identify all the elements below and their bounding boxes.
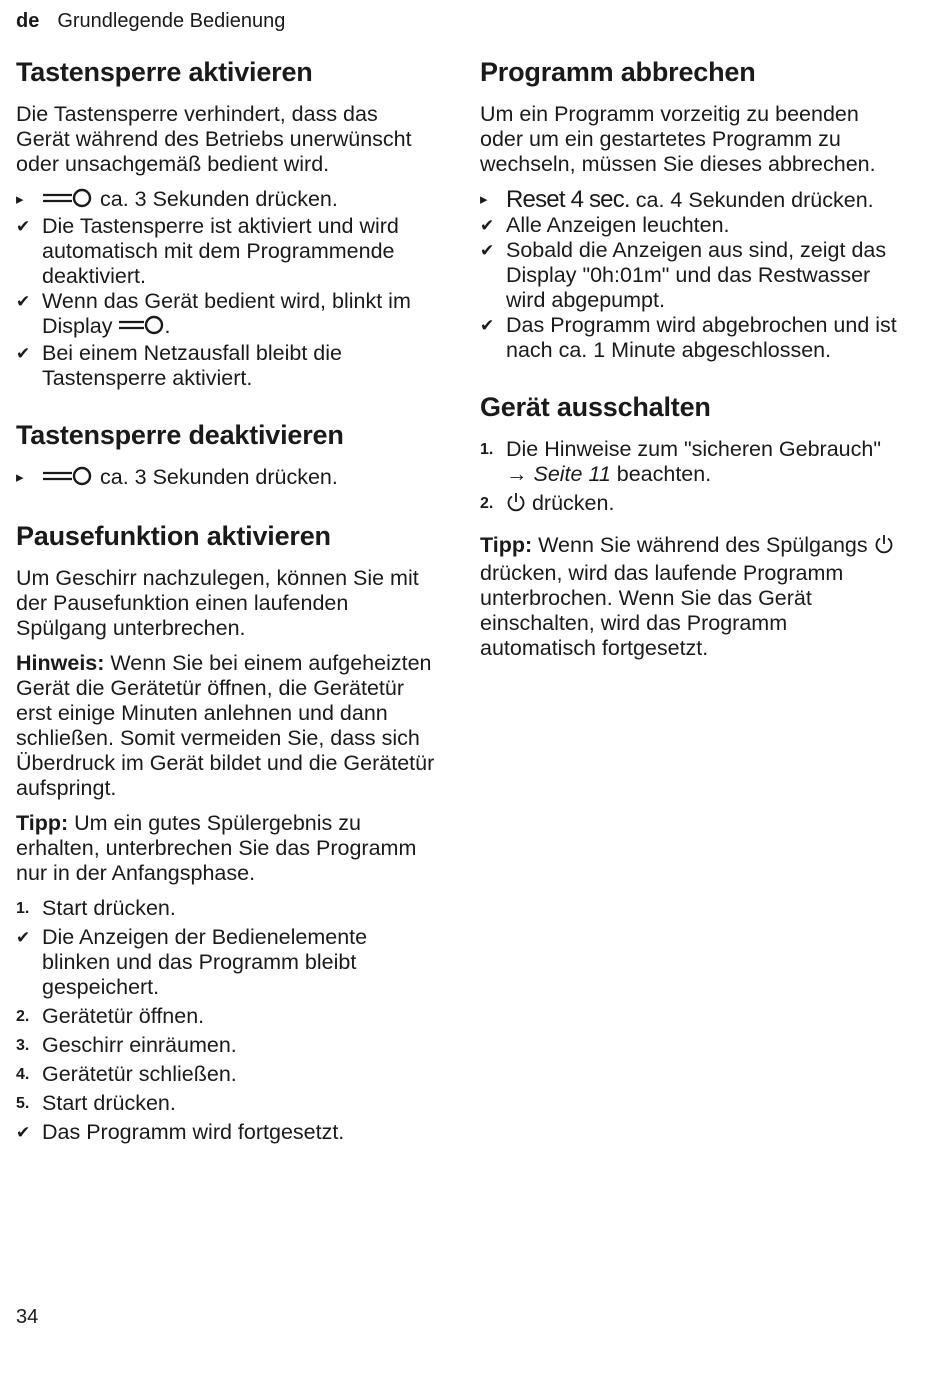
- check-icon: ✔: [16, 344, 31, 363]
- tip-text-end: drücken, wird das laufende Programm unterbrochen. Wenn Sie das Gerät einschalten, wird das Programm automatisch fortgesetzt.: [480, 561, 844, 660]
- step-number: 1.: [16, 900, 30, 917]
- numbered-step-list: [480, 437, 900, 519]
- key-lock-icon: [42, 188, 94, 214]
- power-icon: [506, 491, 526, 519]
- step-number: 4.: [16, 1066, 30, 1083]
- action-marker: ▸: [16, 191, 24, 208]
- step-list: [16, 187, 436, 391]
- result-step: [480, 313, 900, 363]
- result-step: [16, 341, 436, 391]
- intro-paragraph: Um Geschirr nachzulegen, können Sie mit der Pausefunktion einen laufenden Spülgang unterbrechen.: [16, 566, 419, 640]
- spacer: [480, 373, 900, 391]
- step-text: Die Hinweise zum "sicheren Gebrauch": [506, 437, 881, 461]
- check-icon: ✔: [16, 1123, 31, 1142]
- result-step: [16, 289, 436, 341]
- key-lock-icon: [118, 315, 164, 341]
- result-text: Die Anzeigen der Bedienelemente blinken und das Programm bleibt gespeichert.: [42, 925, 368, 999]
- tip-paragraph: [480, 533, 900, 661]
- spacer: [16, 401, 436, 419]
- result-text: Das Programm wird abgebrochen und ist nach ca. 1 Minute abgeschlossen.: [506, 313, 897, 362]
- check-icon: ✔: [480, 316, 495, 335]
- check-icon: ✔: [16, 292, 31, 311]
- tip-label: Tipp:: [480, 533, 533, 557]
- section-title: Grundlegende Bedienung: [57, 10, 286, 32]
- key-label-start: Start: [42, 1091, 88, 1115]
- result-step: [480, 213, 900, 238]
- step-number: 1.: [480, 441, 494, 458]
- action-step: [16, 465, 436, 492]
- step-text: drücken.: [87, 896, 176, 920]
- result-text: Das Programm wird fortgesetzt.: [42, 1120, 345, 1144]
- step-text: drücken.: [526, 491, 615, 515]
- step-text: Gerätetür schließen.: [42, 1062, 237, 1086]
- result-text: Bei einem Netzausfall bleibt die Tastensperre aktiviert.: [42, 341, 342, 390]
- tip-label: Tipp:: [16, 811, 69, 835]
- intro-paragraph: Die Tastensperre verhindert, dass das Gerät während des Betriebs unerwünscht oder unsachgemäß bedient wird.: [16, 102, 412, 176]
- arrow-icon: →: [506, 462, 528, 486]
- hint-paragraph: [16, 651, 436, 801]
- key-label-start: Start: [42, 896, 88, 920]
- step-number: 3.: [16, 1037, 30, 1054]
- tip-text: Wenn Sie während des Spülgangs: [532, 533, 874, 557]
- power-icon: [874, 533, 894, 561]
- numbered-step: [16, 1091, 436, 1116]
- action-marker: ▸: [480, 191, 488, 208]
- heading-programm-abbrechen: Programm abbrechen: [480, 57, 756, 87]
- key-label-reset: Reset 4 sec.: [506, 186, 630, 213]
- step-list: [480, 187, 900, 363]
- numbered-step: [16, 896, 436, 921]
- step-text: drücken.: [87, 1091, 176, 1115]
- result-step: [16, 1120, 436, 1145]
- action-marker: ▸: [16, 469, 24, 486]
- heading-pausefunktion-aktivieren: Pausefunktion aktivieren: [16, 521, 331, 551]
- spacer: [16, 502, 436, 520]
- step-text: ca. 3 Sekunden drücken.: [99, 187, 338, 211]
- result-text: Wenn das Gerät bedient wird, blinkt im Display: [42, 289, 411, 338]
- action-step: [480, 187, 900, 213]
- check-icon: ✔: [480, 216, 495, 235]
- tip-paragraph: [16, 811, 436, 886]
- heading-tastensperre-deaktivieren: Tastensperre deaktivieren: [16, 420, 344, 450]
- check-icon: ✔: [16, 217, 31, 236]
- intro-paragraph: Um ein Programm vorzeitig zu beenden oder um ein gestartetes Programm zu wechseln, müssen Sie dieses abbrechen.: [480, 102, 876, 176]
- step-text: ca. 3 Sekunden drücken.: [99, 465, 338, 489]
- step-text: ca. 4 Sekunden drücken.: [629, 188, 874, 212]
- numbered-step: [480, 437, 900, 487]
- key-lock-icon: [42, 466, 94, 492]
- action-step: [16, 187, 436, 214]
- step-list: [16, 465, 436, 492]
- page-header: [16, 8, 285, 34]
- result-text-end: .: [164, 314, 171, 338]
- check-icon: ✔: [480, 241, 495, 260]
- check-icon: ✔: [16, 928, 31, 947]
- heading-tastensperre-aktivieren: Tastensperre aktivieren: [16, 57, 313, 87]
- numbered-step-list: [16, 896, 436, 1145]
- step-text-end: beachten.: [610, 462, 712, 486]
- numbered-step: [480, 491, 900, 519]
- step-text: Gerätetür öffnen.: [42, 1004, 205, 1028]
- heading-geraet-ausschalten: Gerät ausschalten: [480, 392, 711, 422]
- step-number: 2.: [480, 495, 494, 512]
- result-text: Alle Anzeigen leuchten.: [506, 213, 730, 237]
- language-code: de: [16, 10, 40, 32]
- step-text: Geschirr einräumen.: [42, 1033, 237, 1057]
- numbered-step: [16, 1062, 436, 1087]
- page-reference-link[interactable]: Seite 11: [527, 462, 611, 486]
- result-text: Die Tastensperre ist aktiviert und wird automatisch mit dem Programmende deaktiviert.: [42, 214, 399, 288]
- result-step: [480, 238, 900, 313]
- tip-text: Um ein gutes Spülergebnis zu erhalten, unterbrechen Sie das Programm nur in der Anfangsphase.: [16, 811, 417, 885]
- step-number: 5.: [16, 1095, 30, 1112]
- right-column: [480, 56, 900, 671]
- numbered-step: [16, 1004, 436, 1029]
- result-text: Sobald die Anzeigen aus sind, zeigt das Display "0h:01m" und das Restwasser wird abgepumpt.: [506, 238, 887, 312]
- hint-label: Hinweis:: [16, 651, 105, 675]
- hint-text: Wenn Sie bei einem aufgeheizten Gerät die Gerätetür öffnen, die Gerätetür erst einige Minuten anlehnen und dann schließen. Somit vermeiden Sie, dass sich Überdruck im Gerät bildet und die Gerätetür aufspringt.: [16, 651, 435, 800]
- result-step: [16, 214, 436, 289]
- result-step: [16, 925, 436, 1000]
- numbered-step: [16, 1033, 436, 1058]
- step-number: 2.: [16, 1008, 30, 1025]
- left-column: [16, 56, 436, 1155]
- page-number: 34: [16, 1306, 39, 1328]
